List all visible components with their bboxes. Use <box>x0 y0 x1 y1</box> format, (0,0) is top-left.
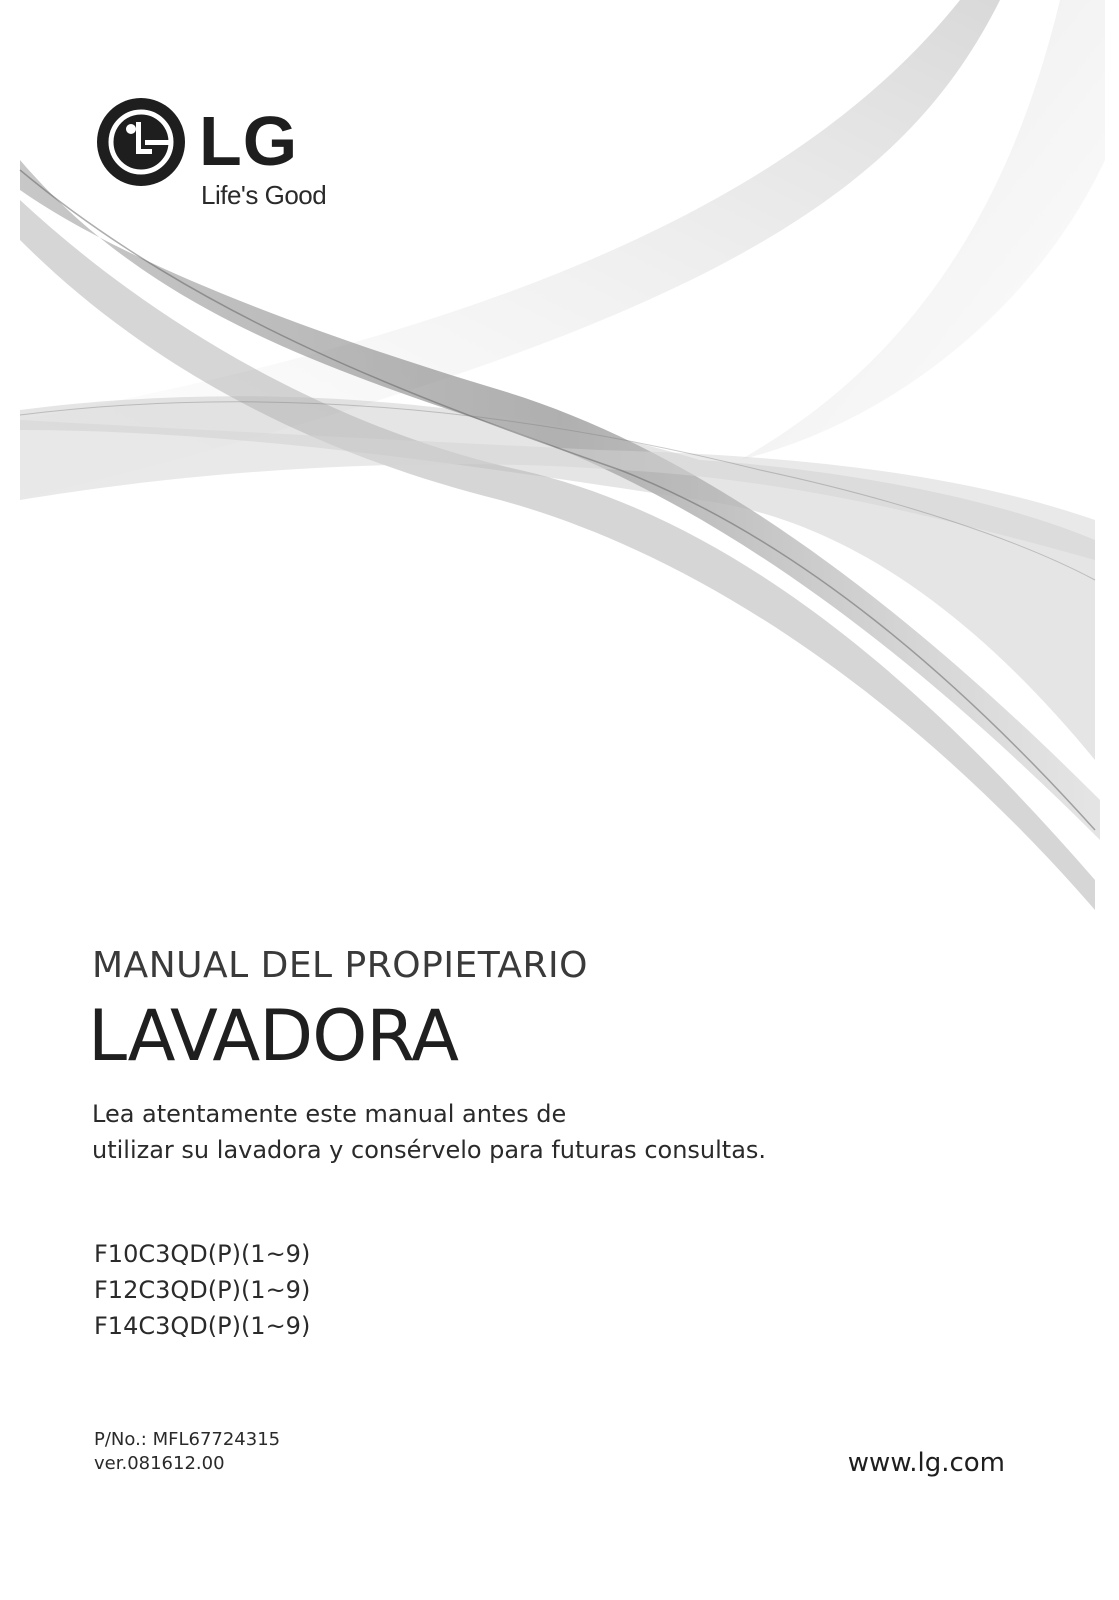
website-link[interactable]: www.lg.com <box>847 1448 1005 1478</box>
intro-line: Lea atentamente este manual antes de <box>92 1100 567 1128</box>
brand-tagline: Life's Good <box>201 180 327 210</box>
model-number: F10C3QD(P)(1~9) <box>94 1240 311 1268</box>
intro-text <box>92 1096 766 1168</box>
product-title: LAVADORA <box>88 995 458 1077</box>
brand-name: LG <box>199 102 299 180</box>
lg-face-icon <box>95 96 187 188</box>
manual-title: MANUAL DEL PROPIETARIO <box>92 945 588 986</box>
part-info <box>94 1428 280 1476</box>
version: ver.081612.00 <box>94 1453 225 1474</box>
model-number: F12C3QD(P)(1~9) <box>94 1276 311 1304</box>
lg-logo <box>95 96 355 216</box>
intro-line: utilizar su lavadora y consérvelo para futuras consultas. <box>92 1136 767 1164</box>
part-number: P/No.: MFL67724315 <box>94 1429 281 1450</box>
model-list <box>94 1236 310 1344</box>
model-number: F14C3QD(P)(1~9) <box>94 1312 311 1340</box>
